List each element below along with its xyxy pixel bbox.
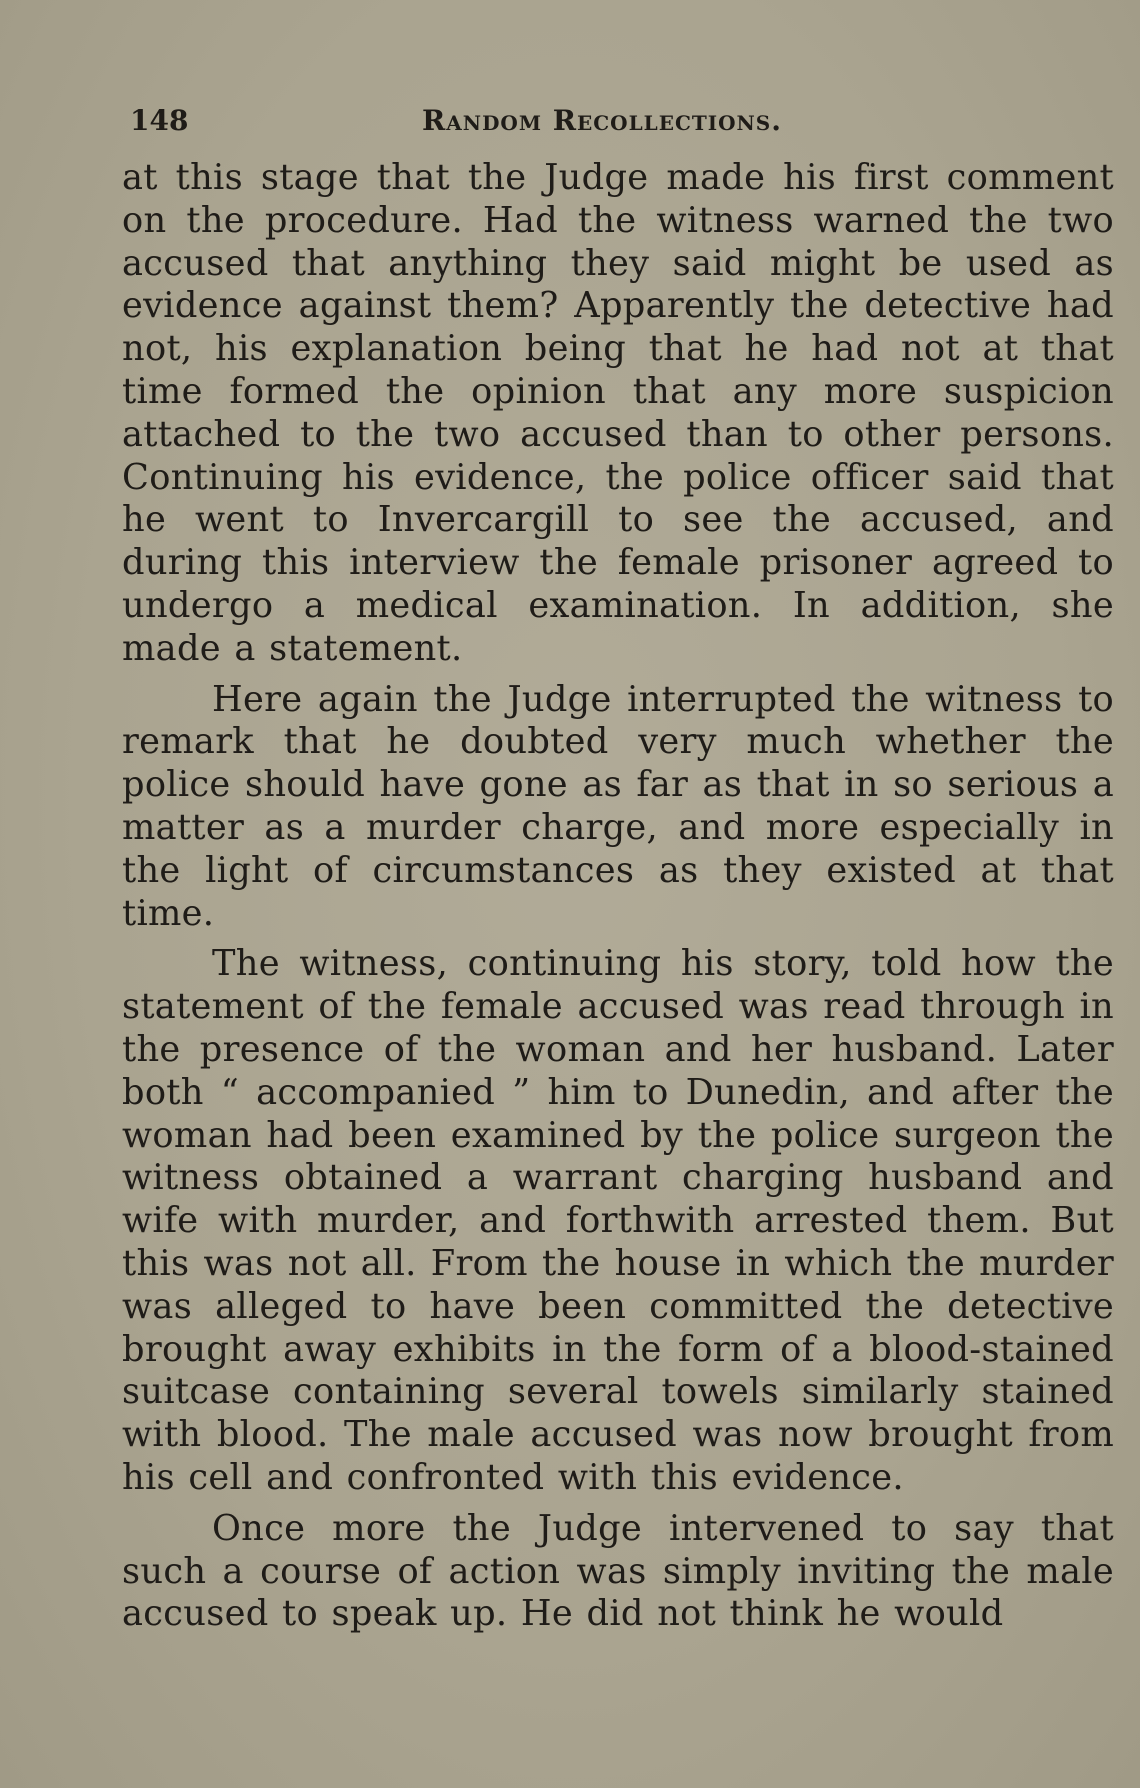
- running-title: Random Recollections.: [422, 104, 782, 137]
- paragraph: Here again the Judge interrupted the witness to remark that he doubted very much whether the police should have gone as far as that in so serious a matter as a murder charge, and more especially in the light of circumstances as they existed at that time.: [122, 678, 1114, 934]
- page-header: [124, 100, 1116, 146]
- body-text: [122, 157, 1114, 1636]
- paragraph: The witness, continuing his story, told how the statement of the female accused was read through in the presence of the woman and her husband. Later both “ accompanied ” him to Dunedin, and after the woman had been examined by the police surgeon the witness obtained a warrant charging husband and wife with murder, and forthwith arrested them. But this was not all. From the house in which the murder was alleged to have been committed the detective brought away exhibits in the form of a blood-stained suitcase containing several towels similarly stained with blood. The male accused was now brought from his cell and confronted with this evidence.: [122, 943, 1114, 1498]
- paragraph-continuation: at this stage that the Judge made his first comment on the procedure. Had the witness warned the two accused that anything they said might be used as evidence against them? Apparently the detective had not, his explanation being that he had not at that time formed the opinion that any more suspicion attached to the two accused than to other persons. Continuing his evidence, the police officer said that he went to Invercargill to see the accused, and during this interview the female prisoner agreed to undergo a medical examination. In addition, she made a statement.: [122, 157, 1114, 669]
- paragraph: Once more the Judge intervened to say that such a course of action was simply inviting the male accused to speak up. He did not think he would: [122, 1507, 1114, 1635]
- page-number: 148: [130, 104, 189, 137]
